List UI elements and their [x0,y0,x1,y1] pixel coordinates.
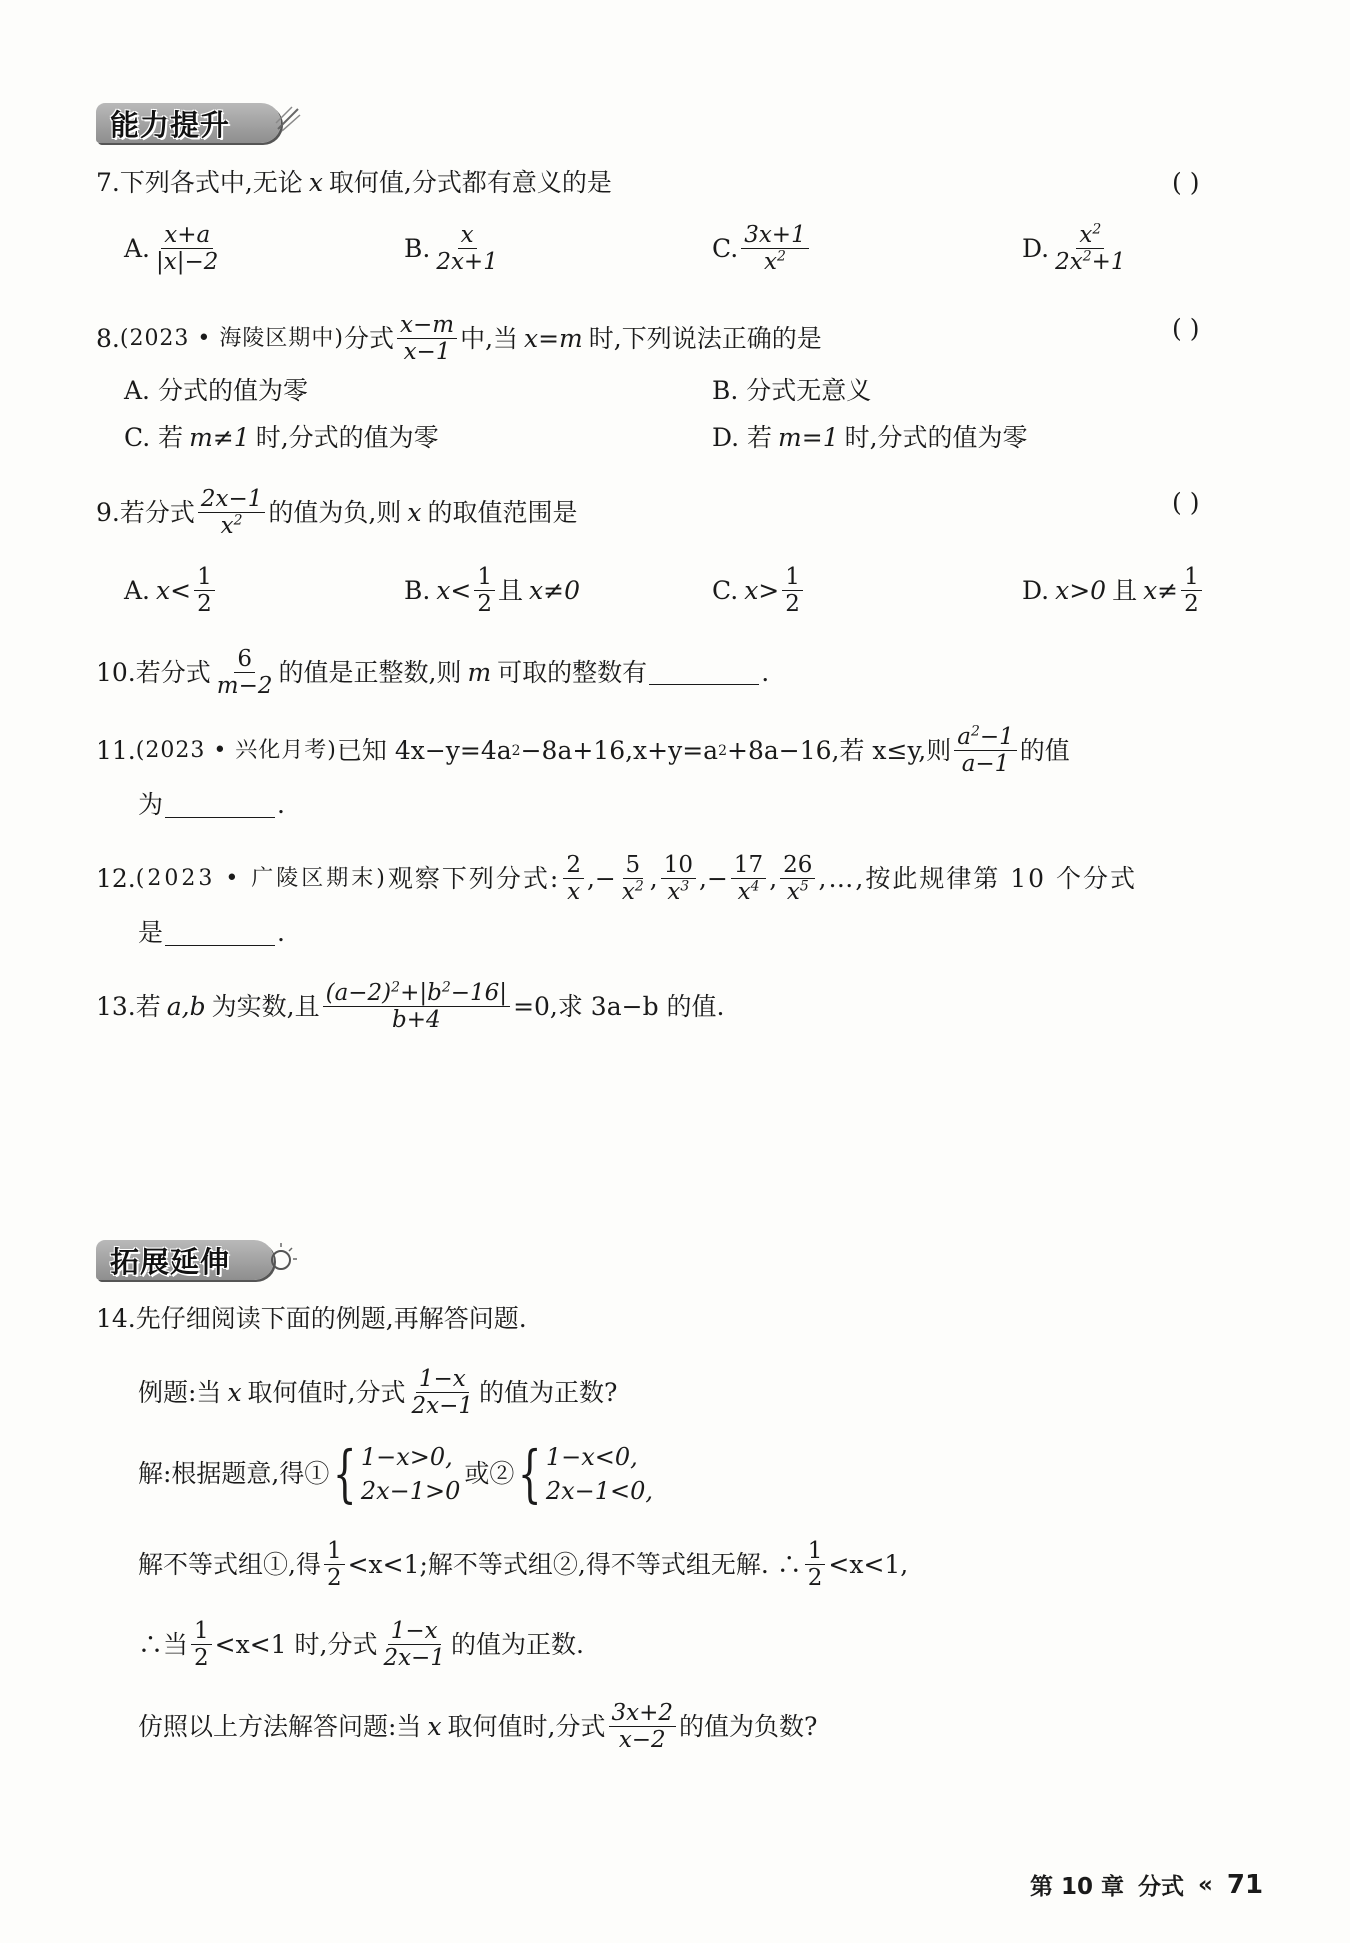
numerator: 5 [623,852,644,879]
numerator: 2 [563,852,584,879]
question-7-stem [96,166,612,200]
stem-text: 为 [138,790,164,819]
denominator: b+4 [392,1007,441,1033]
source-tag: (2023 • 海陵区期中) [119,325,344,351]
stem-text: <x<1;解不等式组②,得不等式组无解. ∴ [347,1549,802,1579]
option-7c[interactable] [712,222,812,275]
variable: x [308,168,323,197]
stem-text: 是 [138,918,164,947]
example-line [138,1366,617,1419]
numerator: x [458,222,477,249]
option-7a[interactable] [124,222,224,275]
question-number: 7. [96,168,120,197]
denominator: 2 [477,591,493,617]
punctuation: . [277,790,285,819]
denominator: |x|−2 [156,249,219,275]
sparkle-icon [274,105,302,133]
numerator-part: −16| [450,980,508,1006]
stem-text: 的值为正数. [450,1629,584,1659]
numerator: 1−x [388,1618,441,1645]
option-label: D. [1022,575,1050,605]
inequality-system-2 [514,1437,654,1510]
exponent: 2 [391,979,401,996]
solution-line-4 [138,1618,584,1671]
numerator-base: a [957,724,971,750]
fraction-one-half [782,564,803,617]
denominator: 2 [1184,591,1199,617]
question-14-stem [96,1302,527,1336]
stem-text: 若 [135,991,161,1021]
stem-text: 解:根据题意,得① [138,1459,330,1488]
stem-text: 分式 [343,323,394,353]
numerator: 1−x [416,1366,469,1393]
stem-text: <x<1 时,分式 [214,1629,378,1659]
variables: a,b [166,991,206,1021]
inequality: x> [744,575,780,605]
denominator: 2 [807,1565,823,1591]
exponent: 2 [1092,221,1102,238]
stem-text: 解不等式组①,得 [138,1549,321,1579]
question-number: 13. [96,991,136,1021]
option-text: 时,分式的值为零 [255,423,439,452]
exponent: 2 [441,979,451,996]
exponent: 4 [750,878,760,895]
question-11-stem: 11. (2023 • 兴化月考) 已知 4x−y=4a 2 −8a+16,x+y=a 2 +8a−16,若 x≤y,则 $\frac{a^2-1}{a-1}$ 的值 [96,723,1070,777]
numerator: 10 [661,852,696,879]
double-chevron-icon: « [1198,1871,1213,1898]
denominator [619,879,647,905]
fraction [1052,222,1128,275]
question-13-stem [96,980,724,1033]
question-12-stem [96,852,1137,905]
stem-text: 取何值时,分式 [247,1377,406,1407]
option-9a[interactable] [124,564,218,617]
fraction [380,1618,448,1671]
denominator: x−1 [403,339,451,365]
fraction-one-half [1181,564,1202,617]
fraction-one-half [194,564,215,617]
stem-text: +8a−16,若 x≤y,则 [727,735,952,765]
task-line [138,1700,817,1753]
source-tag: (2023 • 广陵区期末) [135,865,388,891]
fraction [397,312,457,365]
inequality: x>0 [1055,575,1107,605]
option-8d[interactable] [712,421,1028,455]
numerator: 17 [731,852,766,879]
numerator [954,724,1017,751]
denominator [761,249,789,275]
option-text: 且 [1112,575,1138,605]
stem-text: 若分式 [135,657,211,687]
option-label: C. [712,575,739,605]
fraction-4 [731,852,766,905]
denominator: 2 [785,591,800,617]
exponent: 2 [634,878,644,895]
denominator [1052,249,1128,275]
denominator: m−2 [216,673,273,699]
inequality: x< [156,575,192,605]
numerator: 3x+2 [609,1700,677,1727]
brace: { [518,1437,542,1510]
option-label: D. [1022,233,1050,263]
denominator-base: x [621,879,635,905]
page-number: 71 [1226,1869,1264,1900]
numerator: 1 [474,564,495,591]
brace: { [333,1437,357,1510]
denominator-base: x [667,879,681,905]
fraction [609,1700,677,1753]
numerator: 1 [194,564,215,591]
option-text: 且 [498,575,524,605]
denominator: 2 [197,591,212,617]
numerator: 1 [782,564,803,591]
solution-systems [138,1437,654,1510]
solution-line-3 [138,1538,908,1591]
option-label: B. [404,233,431,263]
stem-text: 的值为正数? [479,1377,618,1407]
exponent: 2 [970,723,980,740]
variable: x [427,1711,442,1741]
numerator-base: x [1079,222,1093,248]
fraction [409,1366,477,1419]
section-title: 拓展延伸 [110,1244,231,1279]
option-label: B. [404,575,431,605]
denominator [664,879,692,905]
stem-text: =0,求 3a−b 的值. [513,991,725,1021]
stem-text: 的值为负,则 [268,497,402,527]
inequality: x≠0 [529,575,580,605]
numerator: 2x−1 [198,486,266,513]
option-text: 时,分式的值为零 [844,423,1028,452]
chapter-title: 分式 [1138,1874,1185,1900]
stem-text: <x<1, [828,1549,909,1579]
stem-text: 先仔细阅读下面的例题,再解答问题. [135,1304,527,1333]
numerator: 1 [805,1538,826,1565]
denominator-base: 2x [1055,249,1083,275]
fraction [323,980,510,1033]
answer-blank-12[interactable] [165,921,275,946]
option-7b[interactable] [404,222,504,275]
numerator [1076,222,1104,249]
exponent: 5 [799,878,809,895]
condition: m≠1 [189,423,250,452]
stem-text: 观察下列分式: [387,863,561,893]
numerator: 1 [324,1538,345,1565]
system-row: 2x−1>0 [360,1477,461,1505]
numerator: 26 [780,852,815,879]
fraction-one-half [324,1538,345,1591]
numerator-part: +|b [400,980,442,1006]
denominator: x−2 [618,1727,666,1753]
stem-text: ,…,按此规律第 10 个分式 [818,863,1138,893]
exponent: 2 [776,248,786,265]
answer-blank-11[interactable] [165,793,275,818]
option-text: C. 若 [124,423,184,452]
option-text: D. 若 [712,423,773,452]
exponent: 2 [1082,248,1092,265]
inequality-system-1 [329,1437,461,1510]
question-11-answer-line [138,788,285,822]
section-banner-extend [96,1238,296,1282]
stem-text: 例题:当 [138,1377,222,1407]
stem-text: 为实数,且 [211,991,320,1021]
fraction-one-half [191,1618,212,1671]
stem-text: −8a+16,x+y=a [520,735,719,765]
stem-text: 的值 [1019,735,1070,765]
option-8c[interactable] [124,421,439,455]
denominator: 2x+1 [436,249,498,275]
condition: m=1 [778,423,839,452]
numerator: 1 [191,1618,212,1645]
stem-text: 中,当 [460,323,519,353]
inequality: x≠ [1143,575,1179,605]
fraction [214,646,276,699]
question-8-stem [96,312,822,365]
separator: , [649,863,658,893]
variable: m [467,657,492,687]
stem-text: 下列各式中,无论 [119,168,303,197]
punctuation: . [761,657,770,687]
stem-text: 已知 4x−y=4a [336,735,512,765]
denominator-base: x [220,513,234,539]
punctuation: . [277,918,285,947]
system-rows [361,1440,461,1508]
fraction-one-half [805,1538,826,1591]
numerator: 1 [1181,564,1202,591]
numerator-tail: −1 [979,724,1014,750]
separator: , [699,863,707,893]
question-number: 11. [96,735,136,765]
answer-blank-10[interactable] [649,660,759,685]
stem-text: 仿照以上方法解答问题:当 [138,1711,422,1741]
lightbulb-icon [266,1240,300,1274]
denominator: x [567,879,581,905]
denominator-base: x [786,879,800,905]
denominator: a−1 [961,751,1010,777]
system-row: 2x−1<0, [545,1477,654,1505]
system-row: 1−x<0, [545,1443,638,1471]
denominator [784,879,812,905]
condition: x=m [524,323,583,353]
answer-paren-9[interactable]: ( ) [1172,488,1200,517]
question-9-stem [96,486,577,539]
numerator-part: (a−2) [325,980,392,1006]
system-rows [546,1440,653,1508]
option-8a[interactable]: A. 分式的值为零 [124,376,308,405]
answer-paren-7[interactable]: ( ) [1172,168,1200,197]
question-12-answer-line [138,916,285,950]
denominator [218,513,246,539]
question-number: 9. [96,497,120,527]
question-number: 10. [96,657,136,687]
stem-text: 的值为负数? [679,1711,818,1741]
option-label: A. [124,233,151,263]
question-10-stem [96,646,769,699]
section-banner-improve [96,101,296,145]
option-9c[interactable] [712,564,806,617]
stem-text: 可取的整数有 [497,657,648,687]
numerator: x+a [161,222,213,249]
separator: , [769,863,778,893]
denominator: 2 [326,1565,342,1591]
variable: x [227,1377,242,1407]
fraction-one-half [474,564,495,617]
option-7d[interactable] [1022,222,1132,275]
denominator: 2x−1 [411,1393,474,1419]
fraction-3 [661,852,696,905]
option-9b[interactable] [404,564,580,617]
page-footer [1030,1868,1263,1901]
answer-paren-8[interactable]: ( ) [1172,314,1200,343]
exponent: 3 [680,878,690,895]
fraction [741,222,809,275]
stem-text: 取何值,分式都有意义的是 [328,168,612,197]
variable: x [407,497,422,527]
stem-text: 时,下列说法正确的是 [588,323,822,353]
fraction-5 [780,852,815,905]
inequality: x< [436,575,472,605]
system-row: 1−x>0, [360,1443,453,1471]
question-number: 14. [96,1304,136,1333]
denominator-base: x [763,249,777,275]
section-title: 能力提升 [110,107,231,142]
stem-text: 的取值范围是 [427,497,578,527]
stem-text: 取何值时,分式 [447,1711,606,1741]
denominator-base: x [737,879,751,905]
option-9d[interactable] [1022,564,1205,617]
numerator: 3x+1 [741,222,809,249]
denominator: 2 [194,1645,209,1671]
separator: , [586,863,595,893]
denominator: 2x−1 [383,1645,445,1671]
exponent: 2 [233,512,243,529]
stem-text: 的值是正整数,则 [278,657,462,687]
stem-text: 若分式 [119,497,195,527]
minus-sign: − [706,863,728,893]
option-label: C. [712,233,739,263]
numerator: x−m [397,312,457,339]
stem-text: ∴当 [138,1629,189,1659]
minus-sign: − [594,863,616,893]
denominator [735,879,763,905]
chapter-label: 第 10 章 [1030,1874,1125,1900]
option-label: A. [124,575,151,605]
numerator [323,980,510,1007]
stem-text: 或② [464,1459,515,1488]
question-number: 8. [96,323,120,353]
fraction-2 [619,852,647,905]
fraction [433,222,501,275]
fraction [198,486,266,539]
numerator: 6 [234,646,255,673]
source-tag: (2023 • 兴化月考) [135,737,337,763]
option-8b[interactable]: B. 分式无意义 [712,376,872,405]
question-number: 12. [96,863,136,893]
fraction-1 [563,852,584,905]
denominator-tail: +1 [1091,249,1126,275]
fraction [954,724,1017,777]
fraction [153,222,221,275]
